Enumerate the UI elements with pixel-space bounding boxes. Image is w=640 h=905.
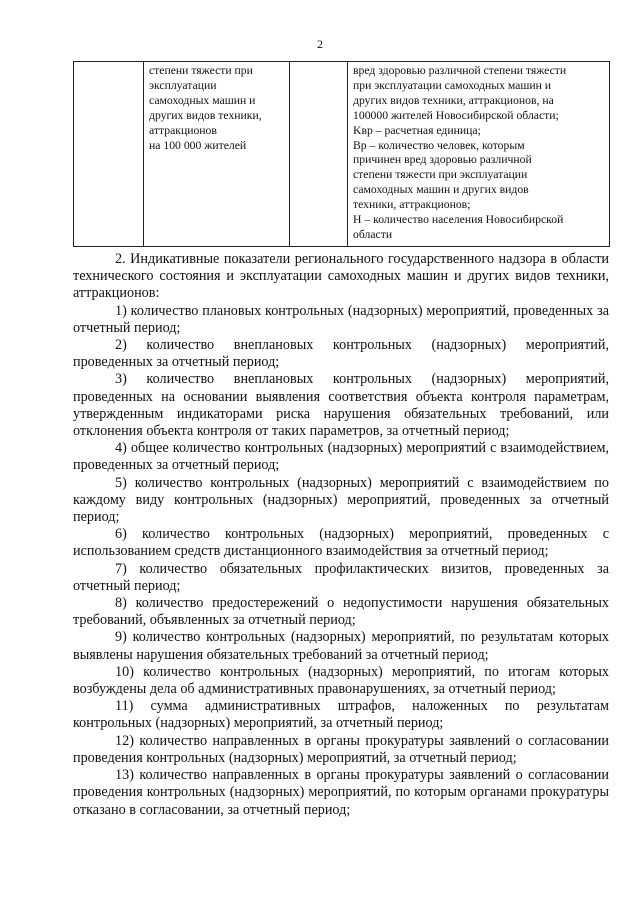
- cell-text-line: степени тяжести при эксплуатации: [353, 168, 528, 182]
- list-item: 9) количество контрольных (надзорных) мероприятий, по результатам которых выявлены нарушения обязательных требований за отчетный период;: [73, 629, 609, 663]
- table-cell-1: [74, 62, 144, 247]
- list-item: 1) количество плановых контрольных (надзорных) мероприятий, проведенных за отчетный период;: [73, 302, 609, 336]
- list-item: 10) количество контрольных (надзорных) мероприятий, по итогам которых возбуждены дела об административных правонарушениях, за отчетный период;: [73, 663, 609, 698]
- list-item: 11) сумма административных штрафов, наложенных по результатам контрольных (надзорных) мероприятий, за отчетный период;: [73, 698, 609, 732]
- list-item: 13) количество направленных в органы прокуратуры заявлений о согласовании проведения контрольных (надзорных) мероприятий, по которым органами прокуратуры отказано в согласовании, за отчетный период;: [73, 767, 609, 818]
- table-cell-3: [290, 62, 348, 247]
- cell-text-line: степени тяжести при: [149, 64, 253, 77]
- list-item: 12) количество направленных в органы прокуратуры заявлений о согласовании проведения контрольных (надзорных) мероприятий, за отчетный период;: [73, 732, 609, 766]
- table-row: [74, 62, 610, 247]
- document-body: [73, 251, 609, 819]
- list-item: 8) количество предостережений о недопустимости нарушения обязательных требований, объявленных за отчетный период;: [73, 595, 609, 629]
- list-item: 4) общее количество контрольных (надзорных) мероприятий с взаимодействием, проведенных за отчетный период;: [73, 440, 609, 474]
- table-cell-indicator-name: [144, 62, 290, 247]
- list-item: 3) количество внеплановых контрольных (надзорных) мероприятий, проведенных на основании выявления соответствия объекта контроля параметрам, утвержденным индикаторами риска нарушения обязательных требований, или отклонения объекта контроля от таких параметров, за отчетный период;: [73, 371, 609, 440]
- cell-text-line: эксплуатации: [149, 78, 217, 92]
- cell-text-line: причинен вред здоровью различной: [353, 153, 532, 167]
- continuation-table: [73, 61, 610, 247]
- cell-text-line: аттракционов: [149, 123, 217, 137]
- cell-text-line: 100000 жителей Новосибирской области;: [353, 108, 559, 122]
- cell-text-line: других видов техники,: [149, 108, 262, 122]
- cell-text-line: Вр – количество человек, которым: [353, 138, 525, 152]
- cell-text-line: самоходных машин и: [149, 93, 256, 107]
- cell-text-line: Н – количество населения Новосибирской: [353, 213, 564, 227]
- cell-text-line: вред здоровью различной степени тяжести: [353, 64, 567, 77]
- table-cell-formula-description: [348, 62, 610, 247]
- list-item: 5) количество контрольных (надзорных) мероприятий с взаимодействием по каждому виду контрольных (надзорных) мероприятий, проведенных за отчетный период;: [73, 474, 609, 526]
- list-item: 6) количество контрольных (надзорных) мероприятий, проведенных с использованием средств дистанционного взаимодействия за отчетный период;: [73, 526, 609, 560]
- cell-text-line: других видов техники, аттракционов, на: [353, 93, 554, 107]
- cell-text-line: самоходных машин и других видов: [353, 183, 529, 197]
- page-number: 2: [317, 37, 323, 51]
- list-item: 2) количество внеплановых контрольных (надзорных) мероприятий, проведенных за отчетный период;: [73, 337, 609, 371]
- cell-text-line: области: [353, 227, 393, 241]
- section-heading-paragraph: 2. Индикативные показатели регионального государственного надзора в области технического состояния и эксплуатации самоходных машин и других видов техники, аттракционов:: [73, 251, 609, 302]
- list-item: 7) количество обязательных профилактических визитов, проведенных за отчетный период;: [73, 560, 609, 594]
- cell-text-line: на 100 000 жителей: [149, 138, 247, 152]
- cell-text-line: техники, аттракционов;: [353, 198, 471, 212]
- cell-text-line: при эксплуатации самоходных машин и: [353, 78, 552, 92]
- cell-text-line: Kвр – расчетная единица;: [353, 123, 481, 137]
